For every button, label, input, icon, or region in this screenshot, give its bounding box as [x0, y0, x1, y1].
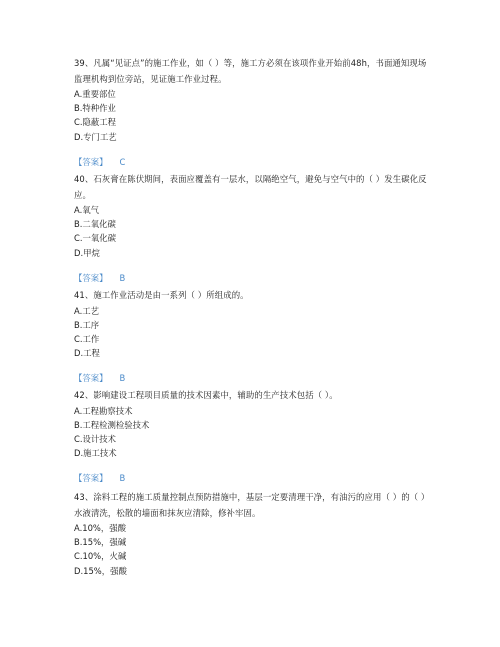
answer-value: C: [119, 156, 126, 167]
answer-value: B: [119, 272, 126, 283]
option-c: C.隐蔽工程: [74, 117, 117, 128]
question-42: [74, 388, 434, 484]
question-40: [74, 172, 434, 284]
question-stem: 39、凡属“见证点”的施工作业，如（ ）等，施工方必须在该项作业开始前48h，书面通知现场监理机构到位旁站，见证施工作业过程。: [74, 58, 427, 84]
answer-line: [74, 472, 434, 484]
answer-line: [74, 156, 434, 168]
option-a: A.工程勘察技术: [74, 405, 133, 416]
answer-line: [74, 372, 434, 384]
option-c: C.一氧化碳: [74, 233, 117, 244]
option-c: C.10%，火碱: [74, 551, 127, 562]
answer-line: [74, 272, 434, 284]
answer-label: 【答案】: [74, 272, 108, 283]
option-b: B.工程检测检验技术: [74, 419, 150, 430]
option-d: D.甲烷: [74, 247, 100, 258]
answer-value: B: [119, 373, 126, 384]
option-a: A.工艺: [74, 305, 99, 316]
question-39: [74, 56, 434, 168]
question-stem: 42、影响建设工程项目质量的技术因素中，辅助的生产技术包括（ ）。: [74, 390, 338, 400]
option-d: D.专门工艺: [74, 131, 117, 142]
option-b: B.工序: [74, 319, 100, 330]
question-stem: 43、涂料工程的施工质量控制点预防措施中，基层一定要清理干净，有油污的应用（ ）的（ ）水液清洗，松散的墙面和抹灰应清除，修补牢固。: [74, 492, 430, 518]
option-b: B.特种作业: [74, 103, 116, 114]
option-c: C.设计技术: [74, 433, 117, 444]
option-d: D.工程: [74, 348, 100, 359]
answer-label: 【答案】: [74, 473, 108, 484]
question-stem: 41、施工作业活动是由一系列（ ）所组成的。: [74, 290, 249, 300]
question-41: [74, 288, 434, 384]
answer-value: B: [119, 473, 126, 484]
option-b: B.15%，强碱: [74, 537, 127, 548]
answer-label: 【答案】: [74, 156, 108, 167]
answer-label: 【答案】: [74, 373, 108, 384]
question-43: [74, 490, 434, 578]
option-c: C.工作: [74, 333, 100, 344]
option-a: A.10%，强酸: [74, 523, 126, 533]
option-d: D.15%，强酸: [74, 565, 127, 576]
question-stem: 40、石灰膏在陈伏期间，表面应覆盖有一层水，以隔绝空气，避免与空气中的（ ）发生碳化反应。: [74, 174, 427, 200]
option-b: B.二氧化碳: [74, 219, 116, 230]
option-d: D.施工技术: [74, 448, 117, 459]
option-a: A.氧气: [74, 205, 99, 215]
option-a: A.重要部位: [74, 89, 116, 99]
